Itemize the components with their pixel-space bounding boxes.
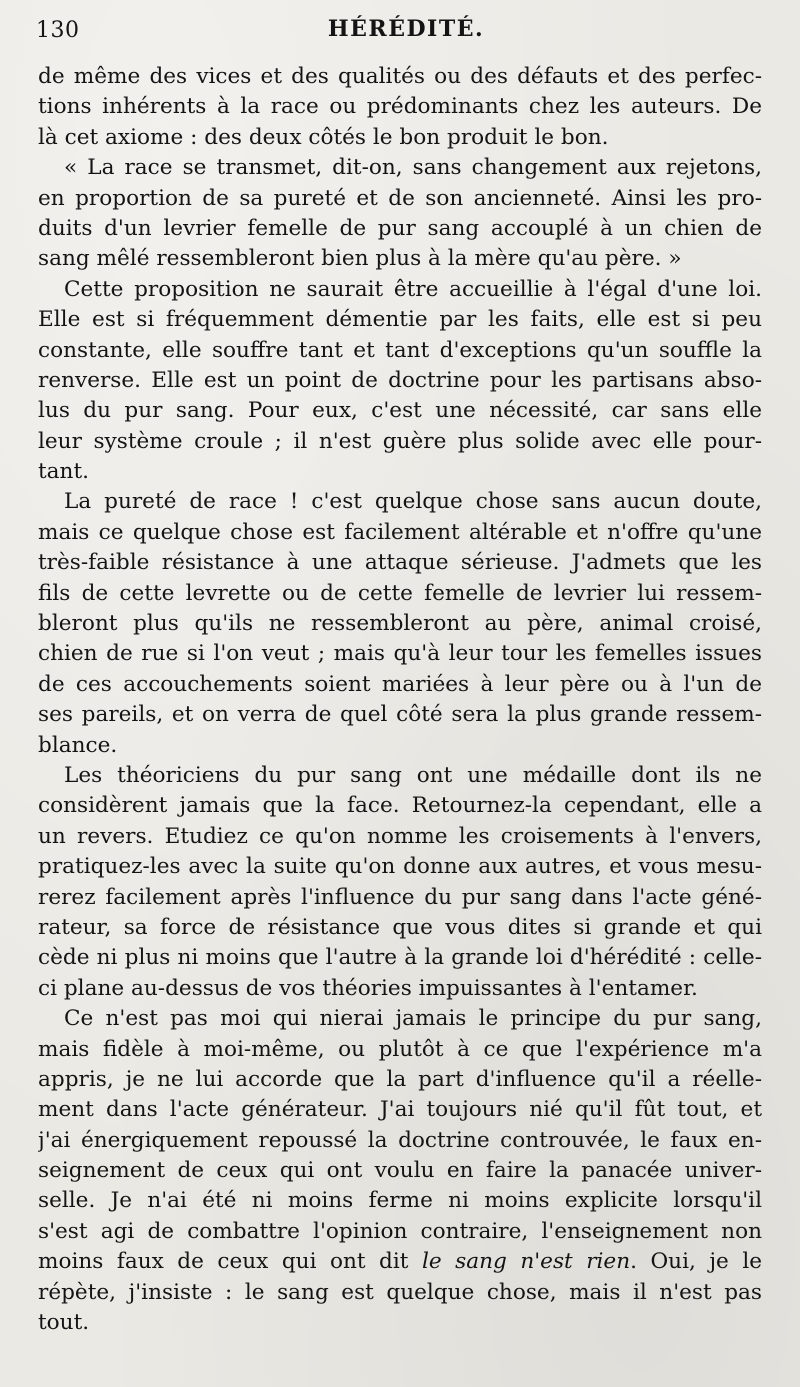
text-line: de même des vices et des qualités ou des défauts et des perfec- bbox=[38, 64, 762, 89]
text-line: ses pareils, et on verra de quel côté sera la plus grande ressem- bbox=[38, 702, 762, 728]
text-line: ci plane au-dessus de vos théories impuissantes à l'entamer. bbox=[38, 975, 698, 1001]
text-line: blance. bbox=[38, 732, 118, 758]
text-line: moins faux de ceux qui ont dit le sang n'est rien. Oui, je le bbox=[38, 1249, 762, 1275]
text-line: j'ai énergiquement repoussé la doctrine controuvée, le faux en- bbox=[38, 1127, 762, 1153]
text-line: constante, elle souffre tant et tant d'exceptions qu'un souffle la bbox=[38, 337, 762, 363]
running-head bbox=[36, 14, 776, 50]
text-line: pratiquez-les avec la suite qu'on donne aux autres, et vous mesu- bbox=[38, 854, 762, 880]
text-line: lus du pur sang. Pour eux, c'est une nécessité, car sans elle bbox=[38, 398, 762, 424]
text-line: rateur, sa force de résistance que vous dites si grande et qui bbox=[38, 914, 762, 940]
text-line: renverse. Elle est un point de doctrine pour les partisans abso- bbox=[38, 367, 762, 393]
text-line: répète, j'insiste : le sang est quelque chose, mais il n'est pas bbox=[38, 1279, 762, 1305]
text-line: appris, je ne lui accorde que la part d'influence qu'il a réelle- bbox=[38, 1066, 762, 1092]
text-line: mais ce quelque chose est facilement altérable et n'offre qu'une bbox=[38, 519, 762, 545]
text-line: fils de cette levrette ou de cette femelle de levrier lui ressem- bbox=[38, 580, 762, 606]
text-line: selle. Je n'ai été ni moins ferme ni moins explicite lorsqu'il bbox=[38, 1188, 762, 1214]
text-line: tant. bbox=[38, 459, 90, 485]
text-line: s'est agi de combattre l'opinion contraire, l'enseignement non bbox=[38, 1218, 762, 1244]
text-line: très-faible résistance à une attaque sérieuse. J'admets que les bbox=[38, 550, 762, 576]
text-line: rerez facilement après l'influence du pur sang dans l'acte géné- bbox=[38, 884, 762, 910]
text-line: sang mêlé ressembleront bien plus à la mère qu'au père. » bbox=[38, 246, 682, 272]
text-line: Les théoriciens du pur sang ont une médaille dont ils ne bbox=[64, 762, 762, 788]
text-line: tions inhérents à la race ou prédominants chez les auteurs. De bbox=[38, 94, 762, 120]
italic-phrase: le sang n'est rien bbox=[421, 1249, 631, 1275]
text-line: en proportion de sa pureté et de son ancienneté. Ainsi les pro- bbox=[38, 185, 762, 211]
text-line: leur système croule ; il n'est guère plus solide avec elle pour- bbox=[38, 428, 762, 454]
text-line: là cet axiome : des deux côtés le bon produit le bon. bbox=[38, 124, 609, 150]
text-line: Cette proposition ne saurait être accueillie à l'égal d'une loi. bbox=[64, 276, 762, 302]
text-line: ment dans l'acte générateur. J'ai toujours nié qu'il fût tout, et bbox=[38, 1097, 762, 1123]
text-line: tout. bbox=[38, 1310, 90, 1336]
text-line: Elle est si fréquemment démentie par les faits, elle est si peu bbox=[38, 307, 762, 333]
text-line: Ce n'est pas moi qui nierai jamais le principe du pur sang, bbox=[64, 1006, 762, 1032]
running-title: HÉRÉDITÉ. bbox=[327, 16, 485, 42]
text-line: considèrent jamais que la face. Retournez-la cependant, elle a bbox=[38, 793, 762, 819]
text-line: « La race se transmet, dit-on, sans changement aux rejetons, bbox=[64, 155, 762, 181]
text-line: seignement de ceux qui ont voulu en faire la panacée univer- bbox=[38, 1158, 762, 1184]
page-number: 130 bbox=[36, 18, 80, 43]
text-line: un revers. Etudiez ce qu'on nomme les croisements à l'envers, bbox=[38, 823, 762, 849]
text-line: de ces accouchements soient mariées à leur père ou à l'un de bbox=[38, 671, 762, 697]
text-line: bleront plus qu'ils ne ressembleront au père, animal croisé, bbox=[38, 611, 762, 637]
text-line: chien de rue si l'on veut ; mais qu'à leur tour les femelles issues bbox=[38, 641, 762, 667]
text-line: La pureté de race ! c'est quelque chose sans aucun doute, bbox=[64, 489, 762, 515]
text-line: mais fidèle à moi-même, ou plutôt à ce que l'expérience m'a bbox=[38, 1036, 762, 1062]
text-line: cède ni plus ni moins que l'autre à la grande loi d'hérédité : celle- bbox=[38, 945, 762, 971]
body-text bbox=[38, 62, 762, 1338]
text-line: duits d'un levrier femelle de pur sang accouplé à un chien de bbox=[38, 215, 762, 241]
